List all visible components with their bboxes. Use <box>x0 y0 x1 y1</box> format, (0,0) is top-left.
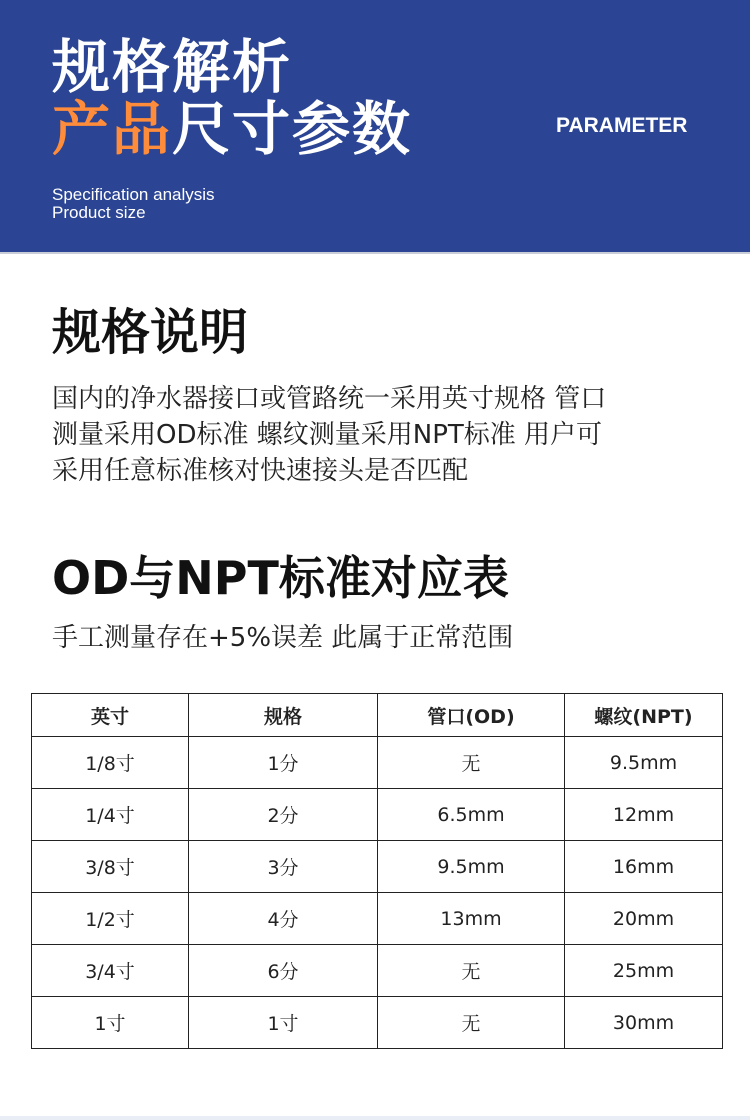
description-line: 国内的净水器接口或管路统一采用英寸规格 管口 <box>52 384 607 414</box>
cell-inch: 1寸 <box>32 997 189 1049</box>
parameter-label: PARAMETER <box>556 114 688 137</box>
cell-spec: 3分 <box>189 841 378 893</box>
spec-description-text <box>52 381 712 489</box>
cell-od: 13mm <box>378 893 565 945</box>
table-row <box>32 945 723 997</box>
cell-npt: 30mm <box>565 997 723 1049</box>
cell-inch: 1/8寸 <box>32 737 189 789</box>
cell-od: 无 <box>378 737 565 789</box>
cell-spec: 4分 <box>189 893 378 945</box>
cell-inch: 3/8寸 <box>32 841 189 893</box>
cell-spec: 6分 <box>189 945 378 997</box>
cell-spec: 1寸 <box>189 997 378 1049</box>
column-header-npt: 螺纹(NPT) <box>565 694 723 737</box>
banner-title-rest: 尺寸参数 <box>172 95 413 163</box>
cell-inch: 3/4寸 <box>32 945 189 997</box>
table-row <box>32 841 723 893</box>
cell-od: 9.5mm <box>378 841 565 893</box>
banner-title-line1: 规格解析 <box>52 33 293 101</box>
column-header-inch: 英寸 <box>32 694 189 737</box>
banner-divider <box>0 252 750 254</box>
cell-spec: 2分 <box>189 789 378 841</box>
table-row <box>32 737 723 789</box>
cell-od: 无 <box>378 997 565 1049</box>
table-row <box>32 789 723 841</box>
od-npt-table-heading: OD与NPT标准对应表 <box>52 551 509 605</box>
description-line: 测量采用OD标准 螺纹测量采用NPT标准 用户可 <box>52 420 603 450</box>
cell-npt: 20mm <box>565 893 723 945</box>
table-row <box>32 893 723 945</box>
cell-npt: 16mm <box>565 841 723 893</box>
column-header-spec: 规格 <box>189 694 378 737</box>
description-line: 采用任意标准核对快速接头是否匹配 <box>52 456 469 486</box>
measurement-note: 手工测量存在+5%误差 此属于正常范围 <box>52 623 514 653</box>
banner-title-line2 <box>52 95 413 163</box>
cell-npt: 12mm <box>565 789 723 841</box>
footer-divider <box>0 1116 750 1120</box>
spec-description-heading: 规格说明 <box>52 304 249 361</box>
cell-inch: 1/2寸 <box>32 893 189 945</box>
banner-title-highlight: 产品 <box>52 95 173 163</box>
banner-subtitle <box>52 186 215 222</box>
column-header-od: 管口(OD) <box>378 694 565 737</box>
cell-spec: 1分 <box>189 737 378 789</box>
table-header-row <box>32 694 723 737</box>
banner-subtitle-line2: Product size <box>52 203 146 222</box>
cell-npt: 9.5mm <box>565 737 723 789</box>
table-row <box>32 997 723 1049</box>
od-npt-table <box>31 693 723 1049</box>
cell-npt: 25mm <box>565 945 723 997</box>
header-banner <box>0 0 750 252</box>
cell-od: 无 <box>378 945 565 997</box>
banner-subtitle-line1: Specification analysis <box>52 185 215 204</box>
cell-od: 6.5mm <box>378 789 565 841</box>
cell-inch: 1/4寸 <box>32 789 189 841</box>
